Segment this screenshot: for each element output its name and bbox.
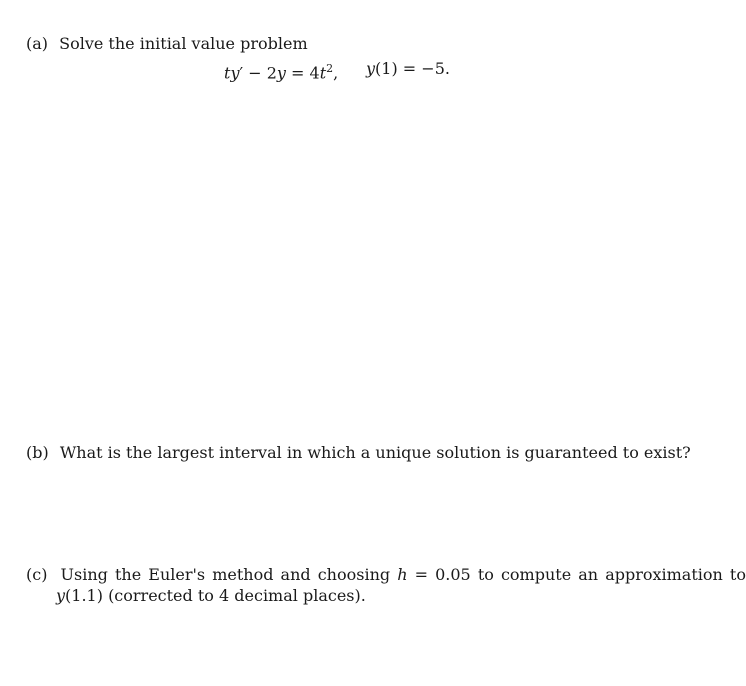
part-b-text: What is the largest interval in which a unique solution is guaranteed to exist? bbox=[59, 443, 691, 462]
part-c-line2-y: y bbox=[56, 586, 66, 605]
question-part-b bbox=[26, 443, 691, 463]
part-a-text: Solve the initial value problem bbox=[59, 34, 308, 53]
eq-comma: , bbox=[333, 63, 339, 83]
eq-var-t: t bbox=[224, 63, 231, 83]
part-c-text-1: Using the Euler's method and choosing bbox=[60, 565, 391, 584]
ic-rest: (1) = −5. bbox=[375, 59, 450, 78]
part-c-line2-rest: (1.1) (corrected to 4 decimal places). bbox=[65, 586, 366, 605]
eq-var-y2: y bbox=[276, 63, 286, 83]
initial-condition bbox=[366, 58, 450, 80]
part-c-h-value: = 0.05 bbox=[407, 565, 471, 584]
differential-equation bbox=[224, 58, 338, 84]
eq-minus-term: − 2 bbox=[243, 63, 277, 83]
eq-var-y: y bbox=[230, 63, 240, 83]
part-b-label: (b) bbox=[26, 443, 49, 462]
question-part-c-line-2 bbox=[56, 586, 366, 606]
eq-var-t2: t bbox=[319, 63, 327, 83]
question-part-a bbox=[26, 34, 308, 54]
eq-equals: = 4 bbox=[285, 63, 320, 83]
part-c-label: (c) bbox=[26, 565, 48, 584]
eq-exponent: 2 bbox=[326, 62, 334, 75]
part-c-h-symbol: h bbox=[397, 565, 408, 584]
part-a-label: (a) bbox=[26, 34, 49, 53]
part-c-text-2: to compute an approximation to bbox=[477, 565, 746, 584]
ic-var-y: y bbox=[366, 59, 376, 78]
eq-prime: ′ bbox=[239, 63, 244, 83]
question-part-c bbox=[26, 565, 746, 585]
